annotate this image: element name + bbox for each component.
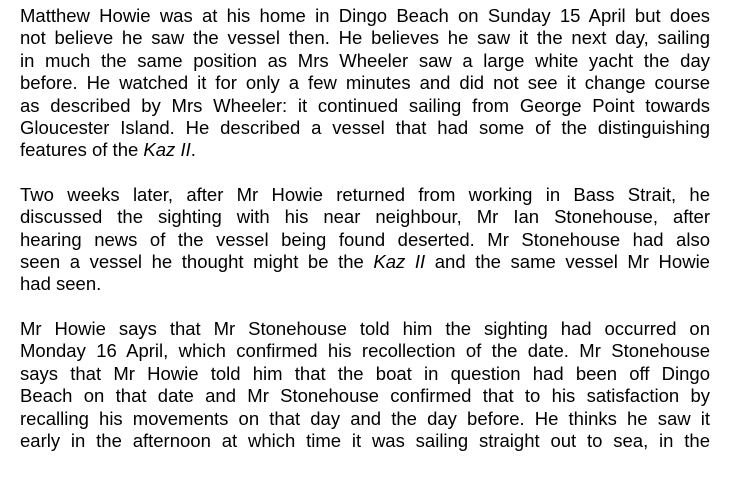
paragraph-2: [20, 184, 710, 296]
document-body: [20, 5, 710, 474]
vessel-name: Kaz II: [143, 139, 191, 161]
text-line: [20, 430, 710, 452]
text-run: Monday 16 April, which confirmed his recollection of the date. Mr Stonehouse: [20, 340, 710, 362]
text-line: [20, 72, 710, 94]
text-run: had seen.: [20, 273, 102, 295]
text-line: [20, 117, 710, 139]
text-line: [20, 273, 710, 295]
paragraph-1: [20, 5, 710, 162]
text-run: hearing news of the vessel being found deserted. Mr Stonehouse had also: [20, 228, 710, 250]
text-line: [20, 139, 710, 161]
text-line: [20, 5, 710, 27]
text-run: not believe he saw the vessel then. He believes he saw it the next day, sailing: [20, 27, 710, 49]
text-line: [20, 318, 710, 340]
text-run: .: [190, 139, 196, 161]
text-run: recalling his movements on that day and the day before. He thinks he saw it: [20, 407, 710, 429]
text-run: Beach on that date and Mr Stonehouse confirmed that to his satisfaction by: [20, 385, 710, 407]
text-run: Two weeks later, after Mr Howie returned from working in Bass Strait, he: [20, 183, 710, 205]
text-run: as described by Mrs Wheeler: it continued sailing from George Point towards: [20, 94, 710, 116]
text-run: Gloucester Island. He described a vessel that had some of the distinguishing: [20, 117, 710, 139]
text-run: seen a vessel he thought might be the: [20, 251, 374, 273]
text-run: and the same vessel Mr Howie: [425, 251, 710, 273]
text-run: discussed the sighting with his near neighbour, Mr Ian Stonehouse, after: [20, 206, 710, 228]
text-line: [20, 385, 710, 407]
text-line: [20, 340, 710, 362]
vessel-name: Kaz II: [373, 251, 426, 273]
text-run: in much the same position as Mrs Wheeler saw a large white yacht the day: [20, 49, 710, 71]
text-line: [20, 229, 710, 251]
paragraph-3: [20, 318, 710, 452]
text-line: [20, 206, 710, 228]
text-line: [20, 251, 710, 273]
text-run: features of the: [20, 139, 144, 161]
text-line: [20, 95, 710, 117]
text-run: Mr Howie says that Mr Stonehouse told him the sighting had occurred on: [20, 317, 710, 339]
text-line: [20, 408, 710, 430]
text-run: early in the afternoon at which time it was sailing straight out to sea, in the: [20, 429, 710, 451]
text-run: Matthew Howie was at his home in Dingo Beach on Sunday 15 April but does: [20, 5, 710, 26]
text-run: before. He watched it for only a few minutes and did not see it change course: [20, 72, 710, 94]
text-line: [20, 50, 710, 72]
text-line: [20, 184, 710, 206]
text-line: [20, 363, 710, 385]
text-line: [20, 27, 710, 49]
text-run: says that Mr Howie told him that the boat in question had been off Dingo: [20, 362, 710, 384]
